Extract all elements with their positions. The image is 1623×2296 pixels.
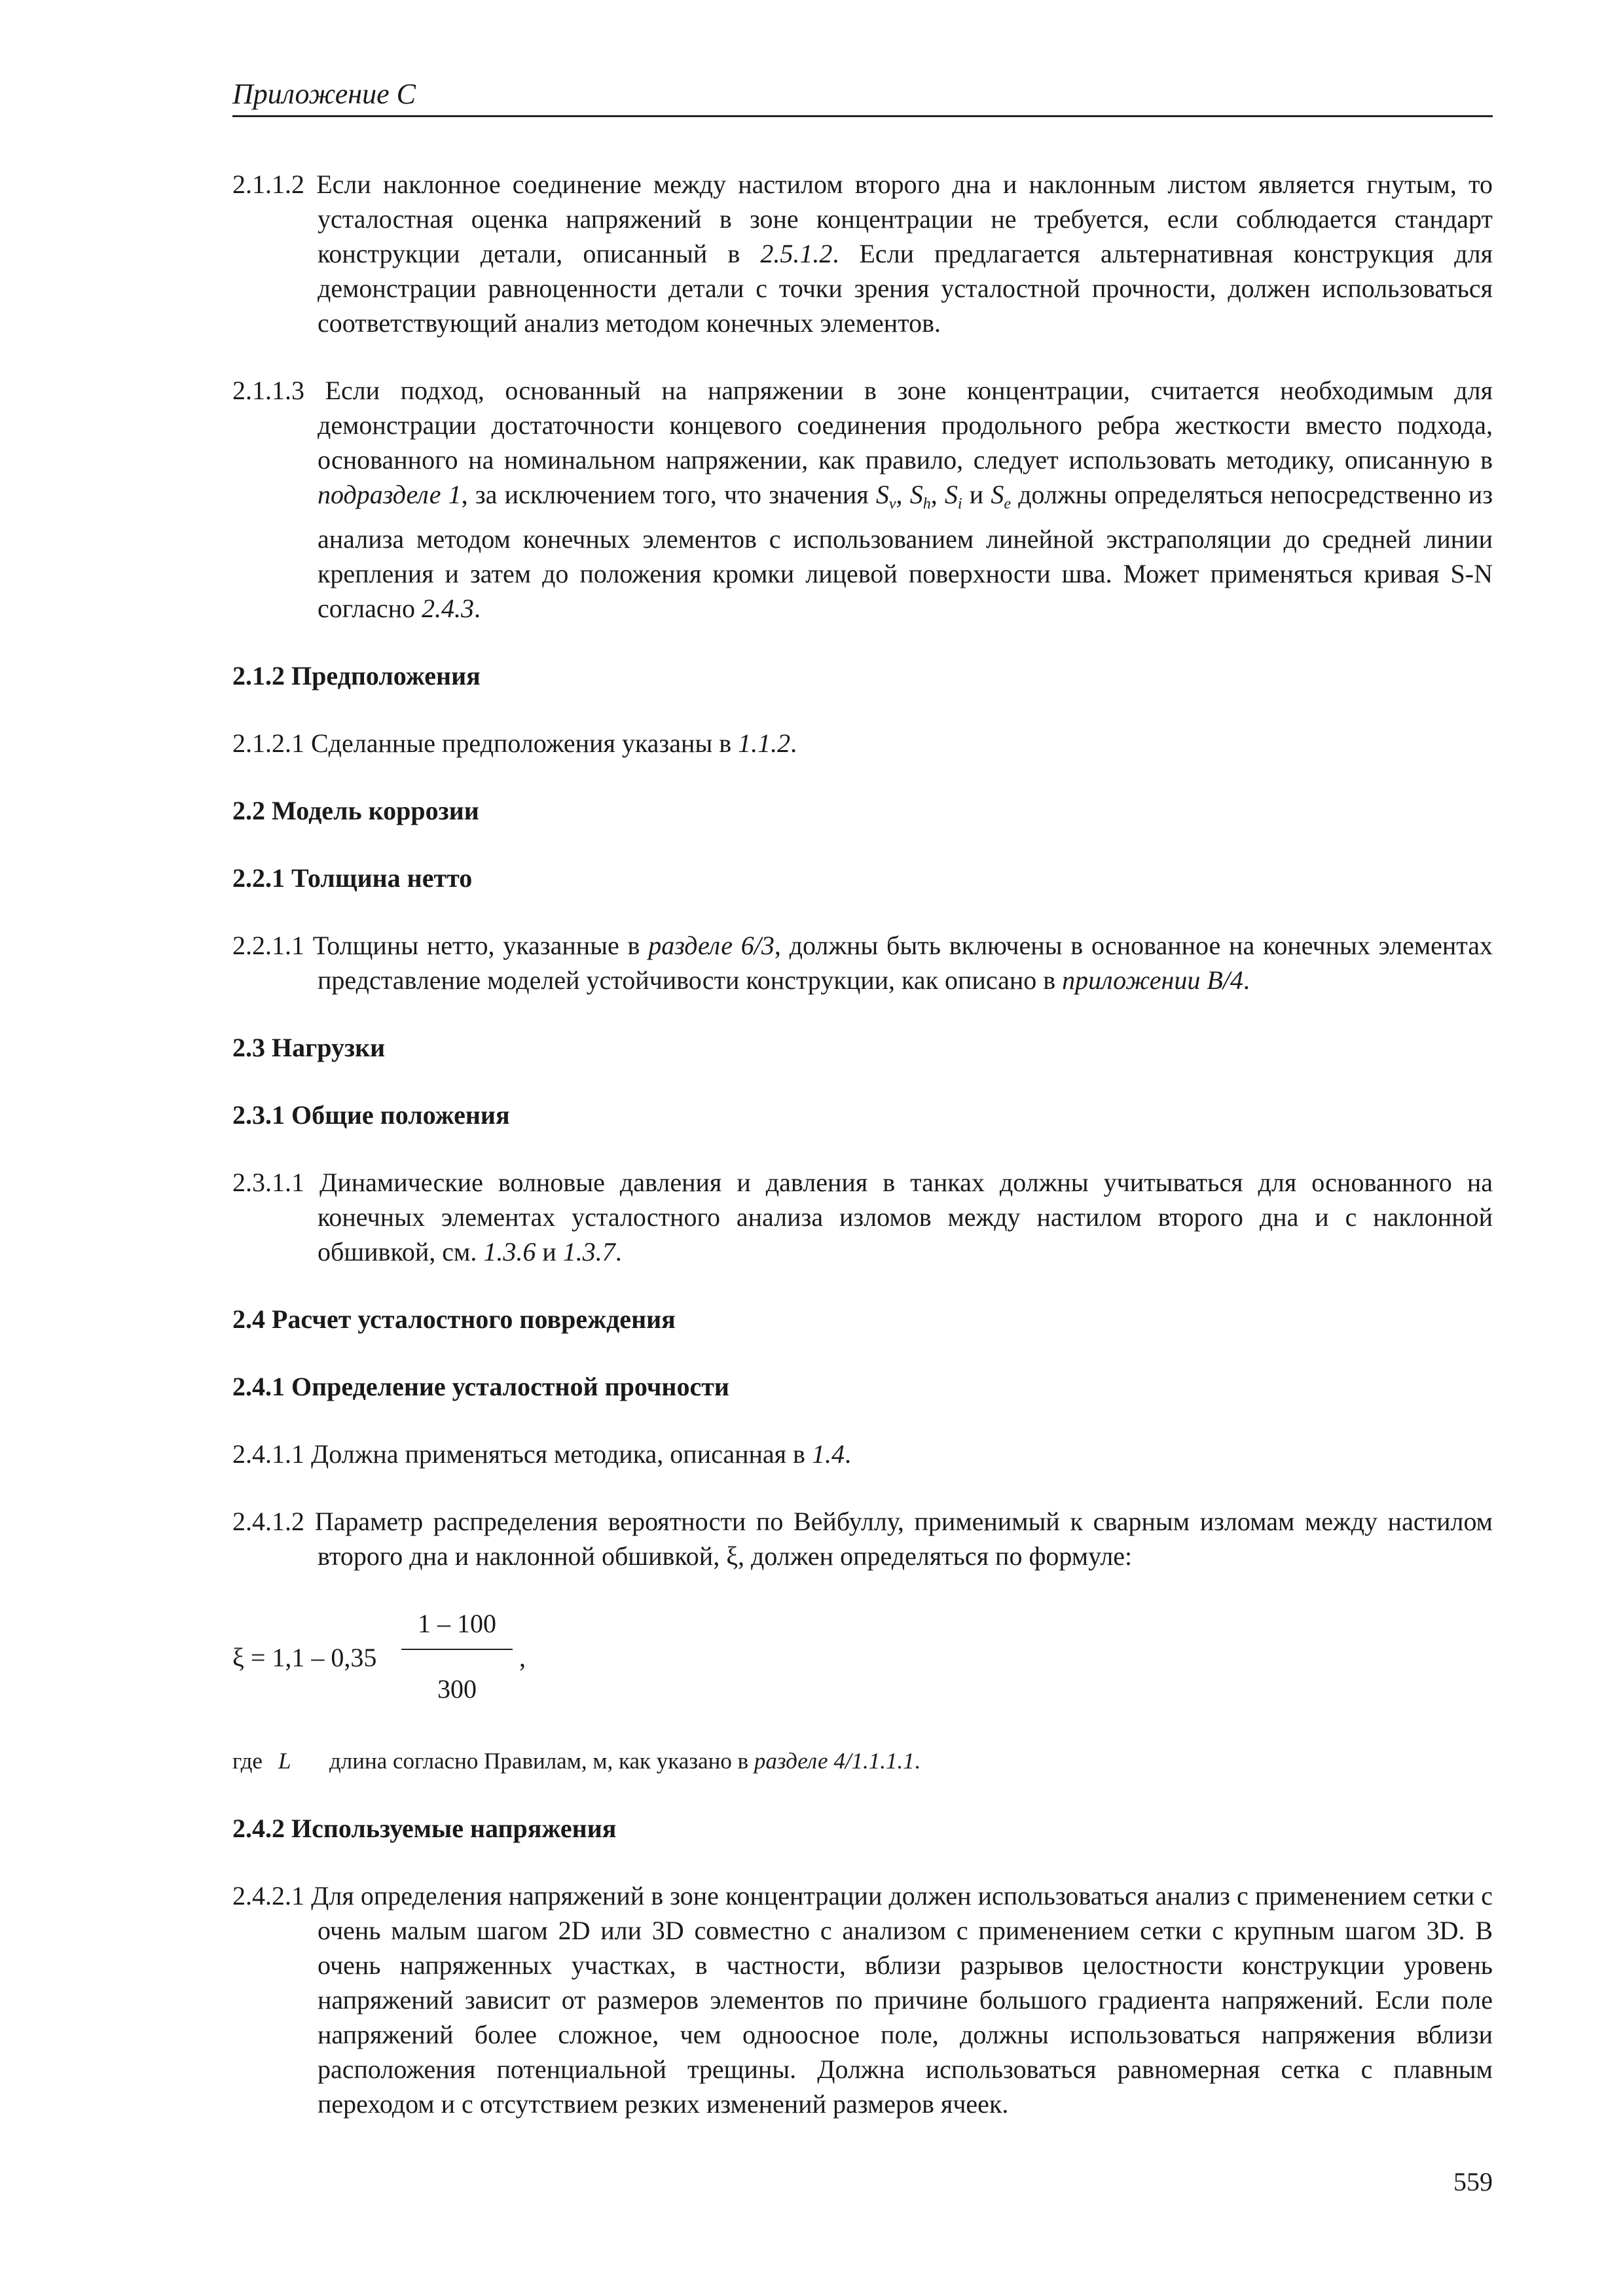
legend-label: где [232, 1748, 263, 1774]
cross-reference: 1.4 [811, 1439, 845, 1469]
paragraph-number: 2.4.2.1 [232, 1881, 304, 1910]
cross-reference: 1.1.2 [738, 728, 791, 758]
formula-denominator: 300 [437, 1674, 477, 1704]
paragraph-2-1-2-1: 2.1.2.1 Сделанные предположения указаны в 1.1.2. [232, 728, 797, 758]
heading-2-4-2: 2.4.2 Используемые напряжения [232, 1814, 617, 1843]
heading-2-1-2: 2.1.2 Предположения [232, 661, 481, 691]
paragraph-text: Динамические волновые давления и давления в танках должны учитываться для основанного на конечных элементах усталостного анализа изломов между настилом второго дна и с наклонной обшивкой, см. [318, 1168, 1493, 1266]
heading-2-2: 2.2 Модель коррозии [232, 796, 479, 825]
paragraph-text: , за исключением того, что значения [461, 480, 869, 509]
symbol-s-e: $S_e$ [991, 480, 1012, 512]
cross-reference: 1.3.7 [562, 1237, 615, 1266]
paragraph-text: , должны быть включены в основанное на конечных элементах представление моделей устойчивости конструкции, как описано в [318, 931, 1493, 995]
conjunction: и [969, 480, 984, 509]
formula-legend: где L длина согласно Правилам, м, как указано в разделе 4/1.1.1.1. [232, 1744, 1493, 1778]
paragraph-text: Параметр распределения вероятности по Вейбуллу, применимый к сварным изломам между настилом второго дна и наклонной обшивкой, ξ, должен определяться по формуле: [314, 1507, 1493, 1571]
page-body [232, 167, 1493, 2154]
paragraph-text: Сделанные предположения указаны в [311, 728, 732, 758]
paragraph-text: Должна применяться методика, описанная в [311, 1439, 805, 1469]
paragraph-2-3-1-1: 2.3.1.1 Динамические волновые давления и давления в танках должны учитываться для основанного на конечных элементах усталостного анализа изломов между настилом второго дна и с наклонной обшивкой, см. 1.3.6 и 1.3.7. [232, 1168, 1493, 1266]
paragraph-number: 2.4.1.2 [232, 1507, 304, 1536]
paragraph-number: 2.4.1.1 [232, 1439, 304, 1469]
weibull-formula [232, 1606, 1493, 1711]
formula-comma: , [519, 1643, 526, 1672]
cross-reference: 1.3.6 [483, 1237, 536, 1266]
paragraph-text: Для определения напряжений в зоне концентрации должен использоваться анализ с применением сетки с очень малым шагом 2D или 3D совместно с анализом с применением сетки с крупным шагом 3D. В очень напряженных участках, в частности, вблизи разрывов целостности конструкции уровень напряжений зависит от размеров элементов по причине большого градиента напряжений. Если поле напряжений более сложное, чем одноосное поле, должны использоваться напряжения вблизи расположения потенциальной трещины. Должна использоваться равномерная сетка с плавным переходом и с отсутствием резких изменений размеров ячеек. [311, 1881, 1493, 2119]
formula-lhs: ξ = 1,1 – 0,35 [232, 1643, 377, 1672]
cross-reference: подразделе 1 [318, 480, 462, 509]
paragraph-number: 2.1.1.3 [232, 376, 304, 405]
fraction-bar [401, 1649, 513, 1650]
paragraph-number: 2.2.1.1 [232, 931, 304, 960]
formula-numerator: 1 – 100 [418, 1609, 496, 1638]
paragraph-text: должны определяться непосредственно из анализа методом конечных элементов с использованием линейной экстраполяции до средней линии крепления и затем до положения кромки лицевой поверхности шва. Может применяться кривая S-N согласно [318, 480, 1493, 623]
cross-reference: приложении В/4 [1062, 965, 1243, 995]
paragraph-number: 2.1.2.1 [232, 728, 304, 758]
paragraph-2-4-2-1 [232, 1878, 1493, 2121]
heading-2-2-1: 2.2.1 Толщина нетто [232, 863, 473, 893]
paragraph-2-1-1-2 [232, 167, 1493, 340]
paragraph-text: Если наклонное соединение между настилом второго дна и наклонным листом является гнутым, то усталостная оценка напряжений в зоне концентрации не требуется, если соблюдается стандарт конструкции детали, описанный в [316, 170, 1493, 268]
conjunction: и [542, 1237, 556, 1266]
page-number: 559 [1453, 2167, 1493, 2197]
paragraph-2-4-1-1: 2.4.1.1 Должна применяться методика, описанная в 1.4. [232, 1439, 851, 1469]
heading-2-4: 2.4 Расчет усталостного повреждения [232, 1304, 676, 1334]
running-header: Приложение С [232, 78, 416, 110]
symbol-s-h: $S_h$ [909, 480, 931, 512]
legend-symbol: L [278, 1748, 291, 1774]
cross-reference: 2.4.3 [422, 594, 475, 623]
heading-2-3-1: 2.3.1 Общие положения [232, 1100, 510, 1130]
paragraph-text: Толщины нетто, указанные в [312, 931, 640, 960]
cross-reference: разделе 4/1.1.1.1 [754, 1748, 915, 1774]
cross-reference: разделе 6/3 [648, 931, 775, 960]
heading-2-4-1: 2.4.1 Определение усталостной прочности [232, 1372, 729, 1401]
paragraph-number: 2.3.1.1 [232, 1168, 304, 1197]
symbol-s-v: $S_v$ [875, 480, 896, 512]
symbol-s-i: $S_i$ [944, 480, 962, 512]
paragraph-2-2-1-1: 2.2.1.1 Толщины нетто, указанные в разделе 6/3, должны быть включены в основанное на конечных элементах представление моделей устойчивости конструкции, как описано в приложении В/4. [232, 931, 1493, 995]
header-rule [232, 115, 1493, 117]
paragraph-text: Если подход, основанный на напряжении в зоне концентрации, считается необходимым для демонстрации достаточности концевого соединения продольного ребра жесткости вместо подхода, основанного на номинальном напряжении, как правило, следует использовать методику, описанную в [318, 376, 1493, 475]
paragraph-2-4-1-2 [232, 1504, 1493, 1573]
heading-2-3: 2.3 Нагрузки [232, 1033, 386, 1062]
paragraph-text: . Если предлагается альтернативная конструкция для демонстрации равноценности детали с точки зрения усталостной прочности, должен использоваться соответствующий анализ методом конечных элементов. [318, 239, 1493, 338]
legend-text: длина согласно Правилам, м, как указано в [329, 1748, 749, 1774]
paragraph-number: 2.1.1.2 [232, 170, 304, 199]
cross-reference: 2.5.1.2 [760, 239, 833, 268]
paragraph-2-1-1-3: 2.1.1.3 Если подход, основанный на напряжении в зоне концентрации, считается необходимым для демонстрации достаточности концевого соединения продольного ребра жесткости вместо подхода, основанного на номинальном напряжении, как правило, следует использовать методику, описанную в подразделе 1, за исключением того, что значения $S_v$, $S_h$, $S_i$ и $S_e$ должны определяться непосредственно из анализа методом конечных элементов с использованием линейной экстраполяции до средней линии крепления и затем до положения кромки лицевой поверхности шва. Может применяться кривая S-N согласно 2.4.3. [232, 376, 1493, 623]
